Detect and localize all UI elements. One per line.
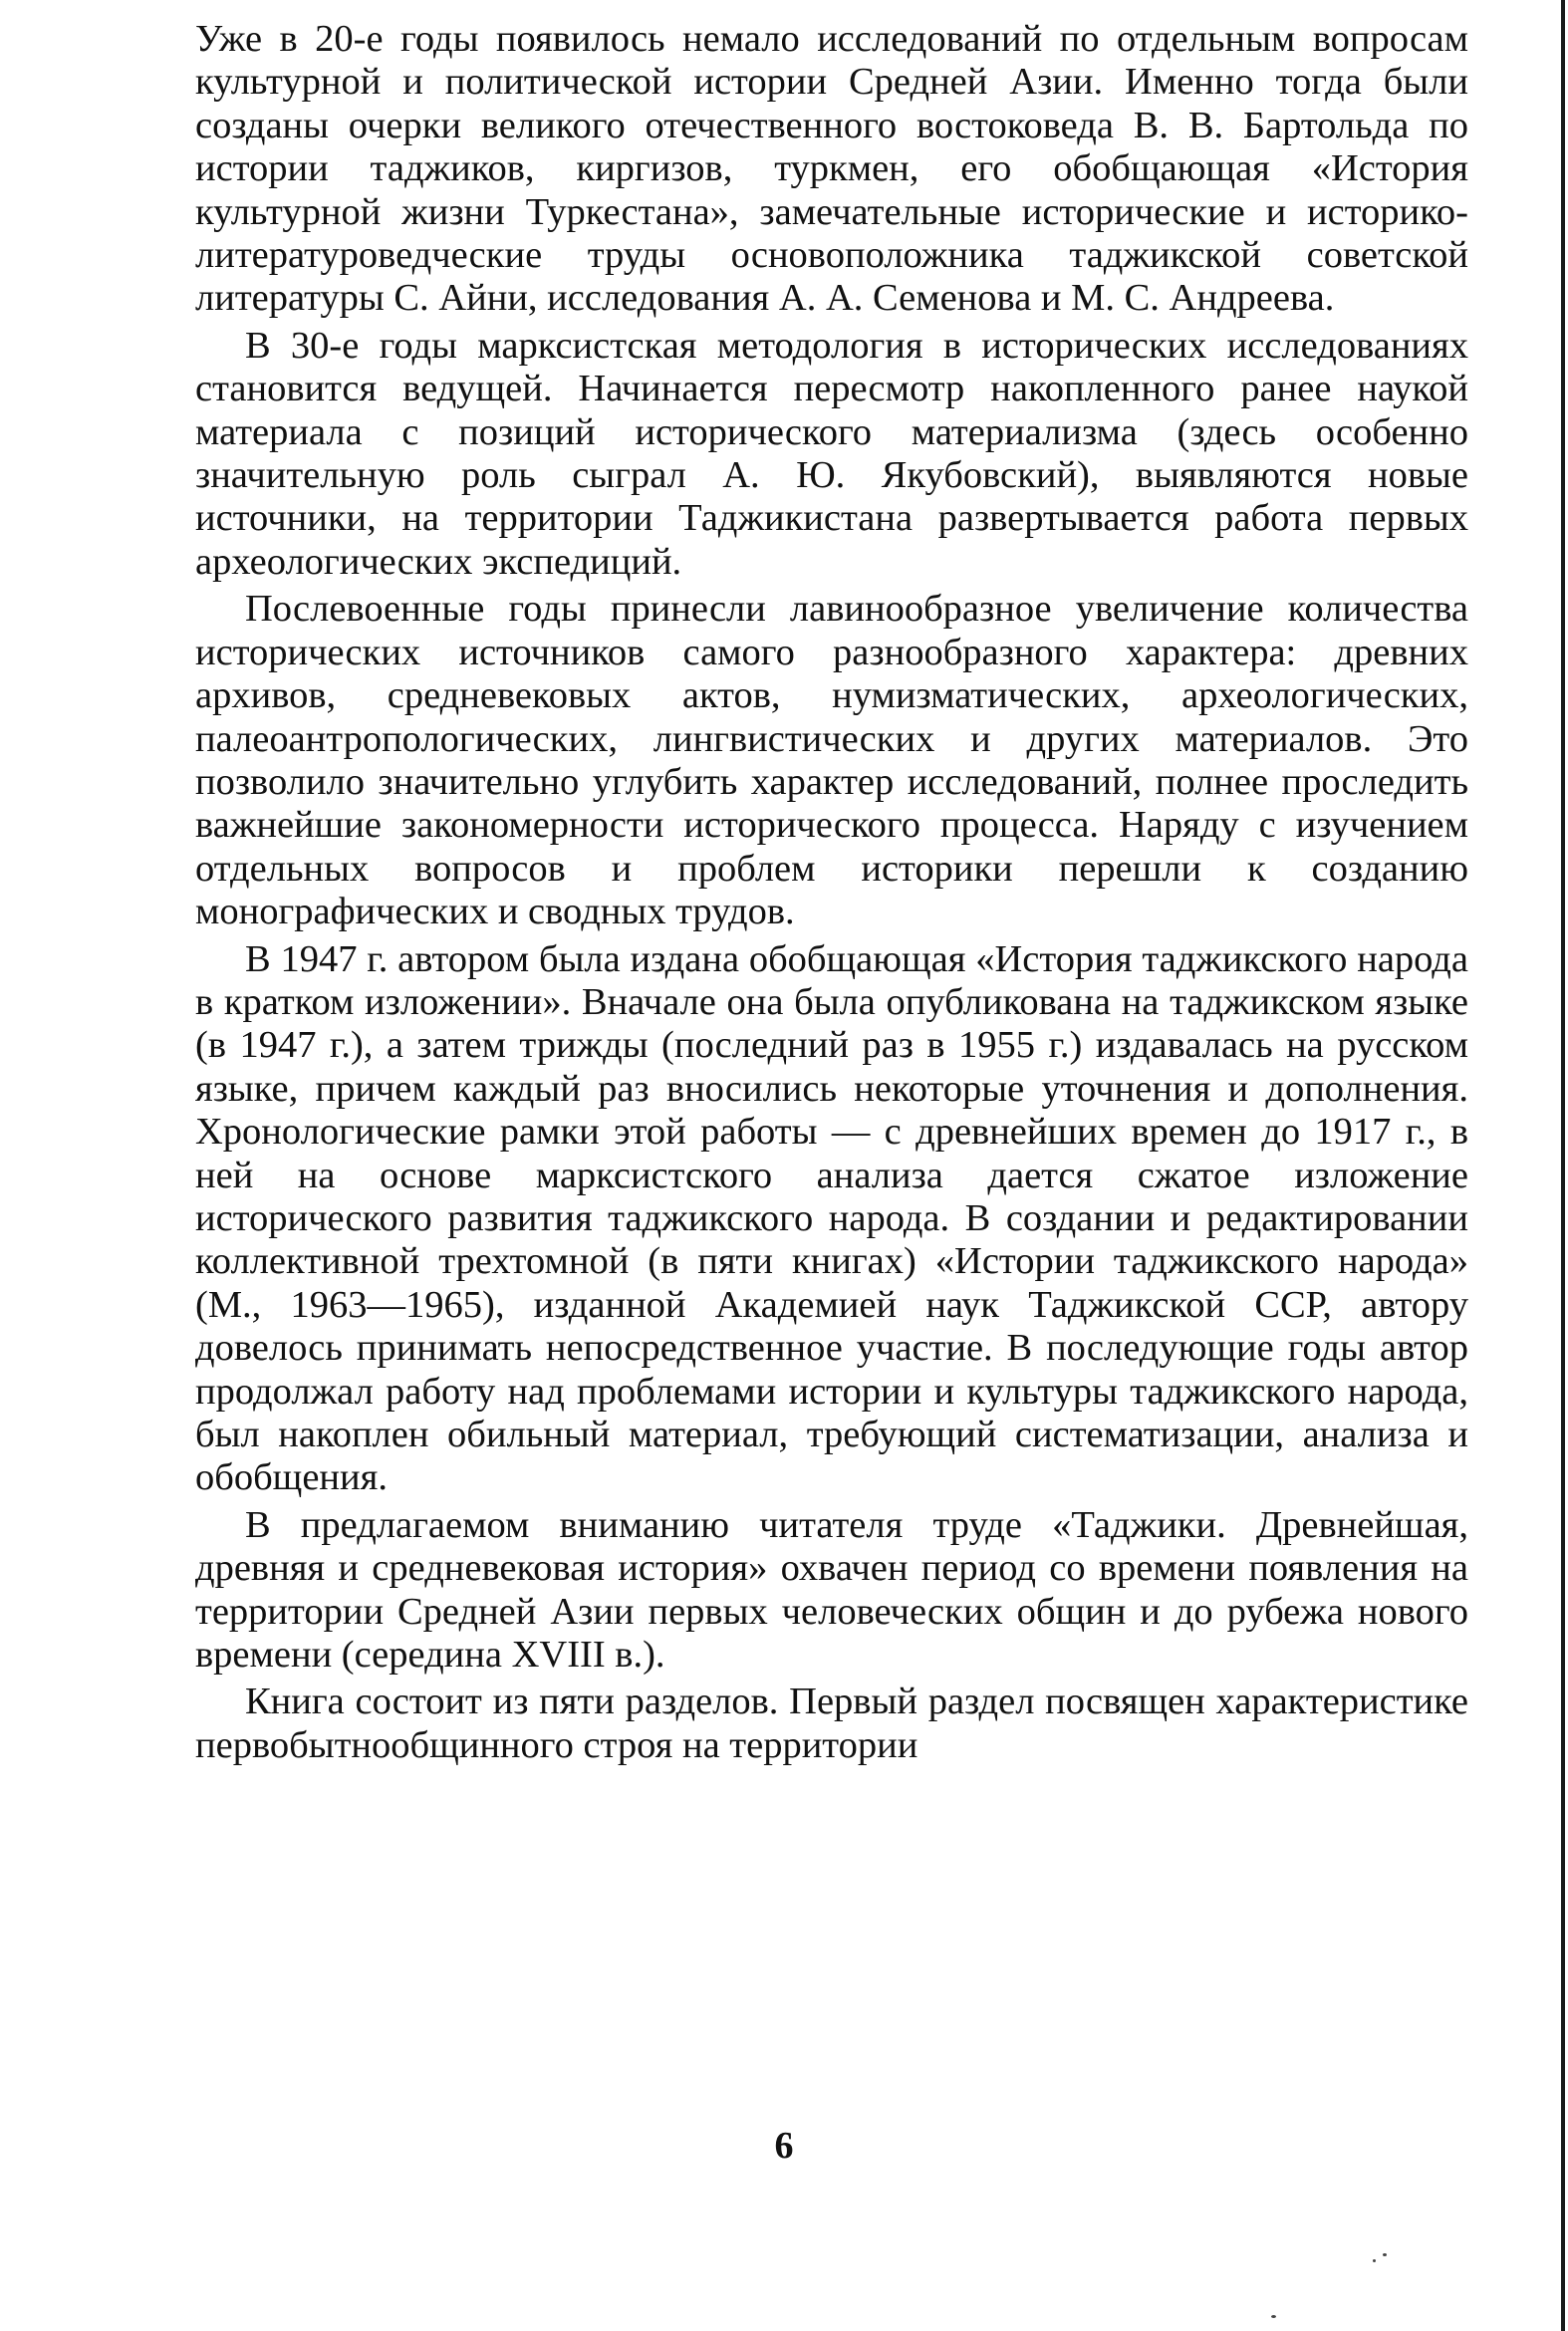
scan-edge-line xyxy=(1561,0,1565,2331)
paragraph-1: Уже в 20-е годы появилось немало исследований по отдельным вопросам культурной и политической истории Средней Азии. Именно тогда были созданы очерки великого отечественного востоковеда В. В. Бартольда по истории таджиков, киргизов, туркмен, его обобщающая «История культурной жизни Туркестана», замечательные исторические и историко-литературоведческие труды основоположника таджикской советской литературы С. Айни, исследования А. А. Семенова и М. С. Андреева. xyxy=(195,18,1468,320)
scan-speck xyxy=(1373,2259,1376,2262)
paragraph-4: В 1947 г. автором была издана обобщающая «История таджикского народа в кратком изложении». Вначале она была опубликована на таджикском языке (в 1947 г.), а затем трижды (последний раз в 1955 г.) издавалась на русском языке, причем каждый раз вносились некоторые уточнения и дополнения. Хронологические рамки этой работы — с древнейших времен до 1917 г., в ней на основе марксистского анализа дается сжатое изложение исторического развития таджикского народа. В создании и редактировании коллективной трехтомной (в пяти книгах) «Истории таджикского народа» (М., 1963—1965), изданной Академией наук Таджикской ССР, автору довелось принимать непосредственное участие. В последующие годы автор продолжал работу над проблемами истории и культуры таджикского народа, был накоплен обильный материал, требующий систематизации, анализа и обобщения. xyxy=(195,937,1468,1499)
paragraph-2: В 30-е годы марксистская методология в исторических исследованиях становится ведущей. Начинается пересмотр накопленного ранее наукой материала с позиций исторического материализма (здесь особенно значительную роль сыграл А. Ю. Якубовский), выявляются новые источники, на территории Таджикистана развертывается работа первых археологических экспедиций. xyxy=(195,324,1468,583)
paragraph-3: Послевоенные годы принесли лавинообразное увеличение количества исторических источников самого разнообразного характера: древних архивов, средневековых актов, нумизматических, археологических, палеоантропологических, лингвистических и других материалов. Это позволило значительно углубить характер исследований, полнее проследить важнейшие закономерности исторического процесса. Наряду с изучением отдельных вопросов и проблем историки перешли к созданию монографических и сводных трудов. xyxy=(195,588,1468,933)
paragraph-6: Книга состоит из пяти разделов. Первый раздел посвящен характеристике первобытнообщинного строя на территории xyxy=(195,1681,1468,1766)
page-number: 6 xyxy=(774,2125,794,2167)
scan-speck xyxy=(1383,2253,1387,2256)
body-text xyxy=(195,18,1468,1771)
paragraph-5: В предлагаемом вниманию читателя труде «Таджики. Древнейшая, древняя и средневековая история» охвачен период со времени появления на территории Средней Азии первых человеческих общин и до рубежа нового времени (середина XVIII в.). xyxy=(195,1503,1468,1677)
scan-speck xyxy=(1271,2315,1276,2318)
